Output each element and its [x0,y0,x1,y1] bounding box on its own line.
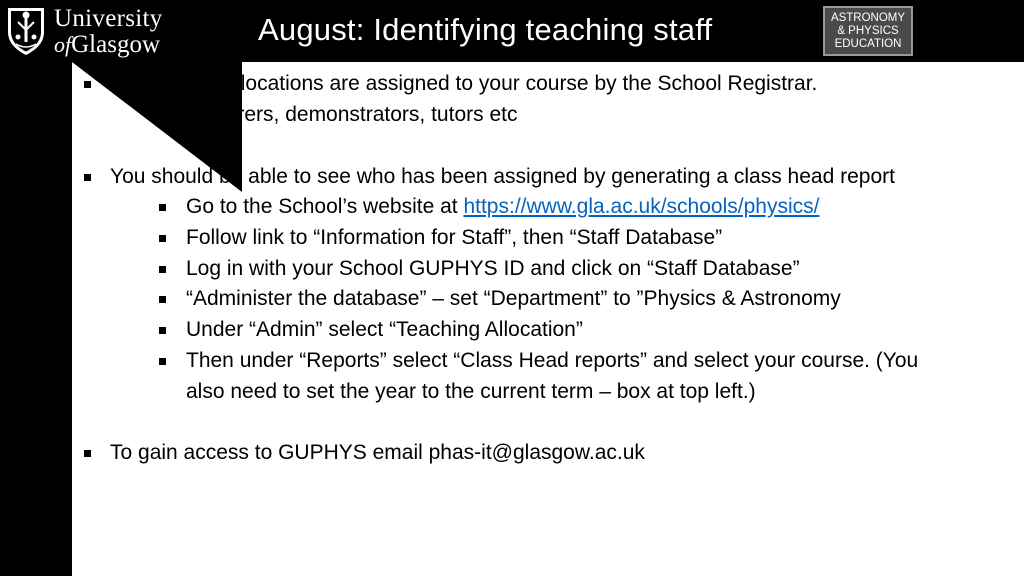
sub-bullet-class-head-reports-continued: also need to set the year to the current term – box at top left.) [186,380,756,403]
sub-bullet-administer-database: “Administer the database” – set “Department” to ”Physics & Astronomy [186,284,841,315]
bullet-square-icon [159,235,166,242]
university-wordmark [54,6,163,57]
bullet-teaching-allocations: All teaching allocations are assigned to your course by the School Registrar. [110,69,817,100]
sub-bullet-teaching-allocation: Under “Admin” select “Teaching Allocation” [186,315,583,346]
badge-line: EDUCATION [834,37,902,50]
bullet-class-head-report: You should be able to see who has been assigned by generating a class head report [110,162,895,193]
logo-line-university: University [54,5,163,32]
sub-bullet-class-head-reports: Then under “Reports” select “Class Head reports” and select your course. (You [186,346,918,377]
bullet-square-icon [84,450,91,457]
bullet-square-icon [159,266,166,273]
bullet-square-icon [159,358,166,365]
bullet-square-icon [84,174,91,181]
bullet-square-icon [159,296,166,303]
sub-bullet-staff-types: Lecturers, demonstrators, tutors etc [186,100,517,131]
badge-line: & PHYSICS [837,24,899,37]
slide-title: August: Identifying teaching staff [258,12,713,47]
bullet-guphys-access: To gain access to GUPHYS email phas-it@glasgow.ac.uk [110,438,645,469]
physics-website-link[interactable]: https://www.gla.ac.uk/schools/physics/ [463,195,820,218]
bullet-square-icon [159,327,166,334]
university-logo [6,4,178,58]
crest-icon [6,4,46,56]
bullet-square-icon [159,204,166,211]
sub-bullet-school-website: Go to the School’s website at https://www.gla.ac.uk/schools/physics/ [186,192,819,223]
logo-line-glasgow: ofGlasgow [54,31,161,58]
header-bar [0,0,1024,62]
bullet-square-icon [159,112,166,119]
badge-line: ASTRONOMY [830,11,906,24]
astronomy-physics-education-badge [823,6,913,56]
bullet-square-icon [84,81,91,88]
sub-bullet-information-for-staff: Follow link to “Information for Staff”, then “Staff Database” [186,223,722,254]
sub-bullet-login: Log in with your School GUPHYS ID and click on “Staff Database” [186,254,800,285]
